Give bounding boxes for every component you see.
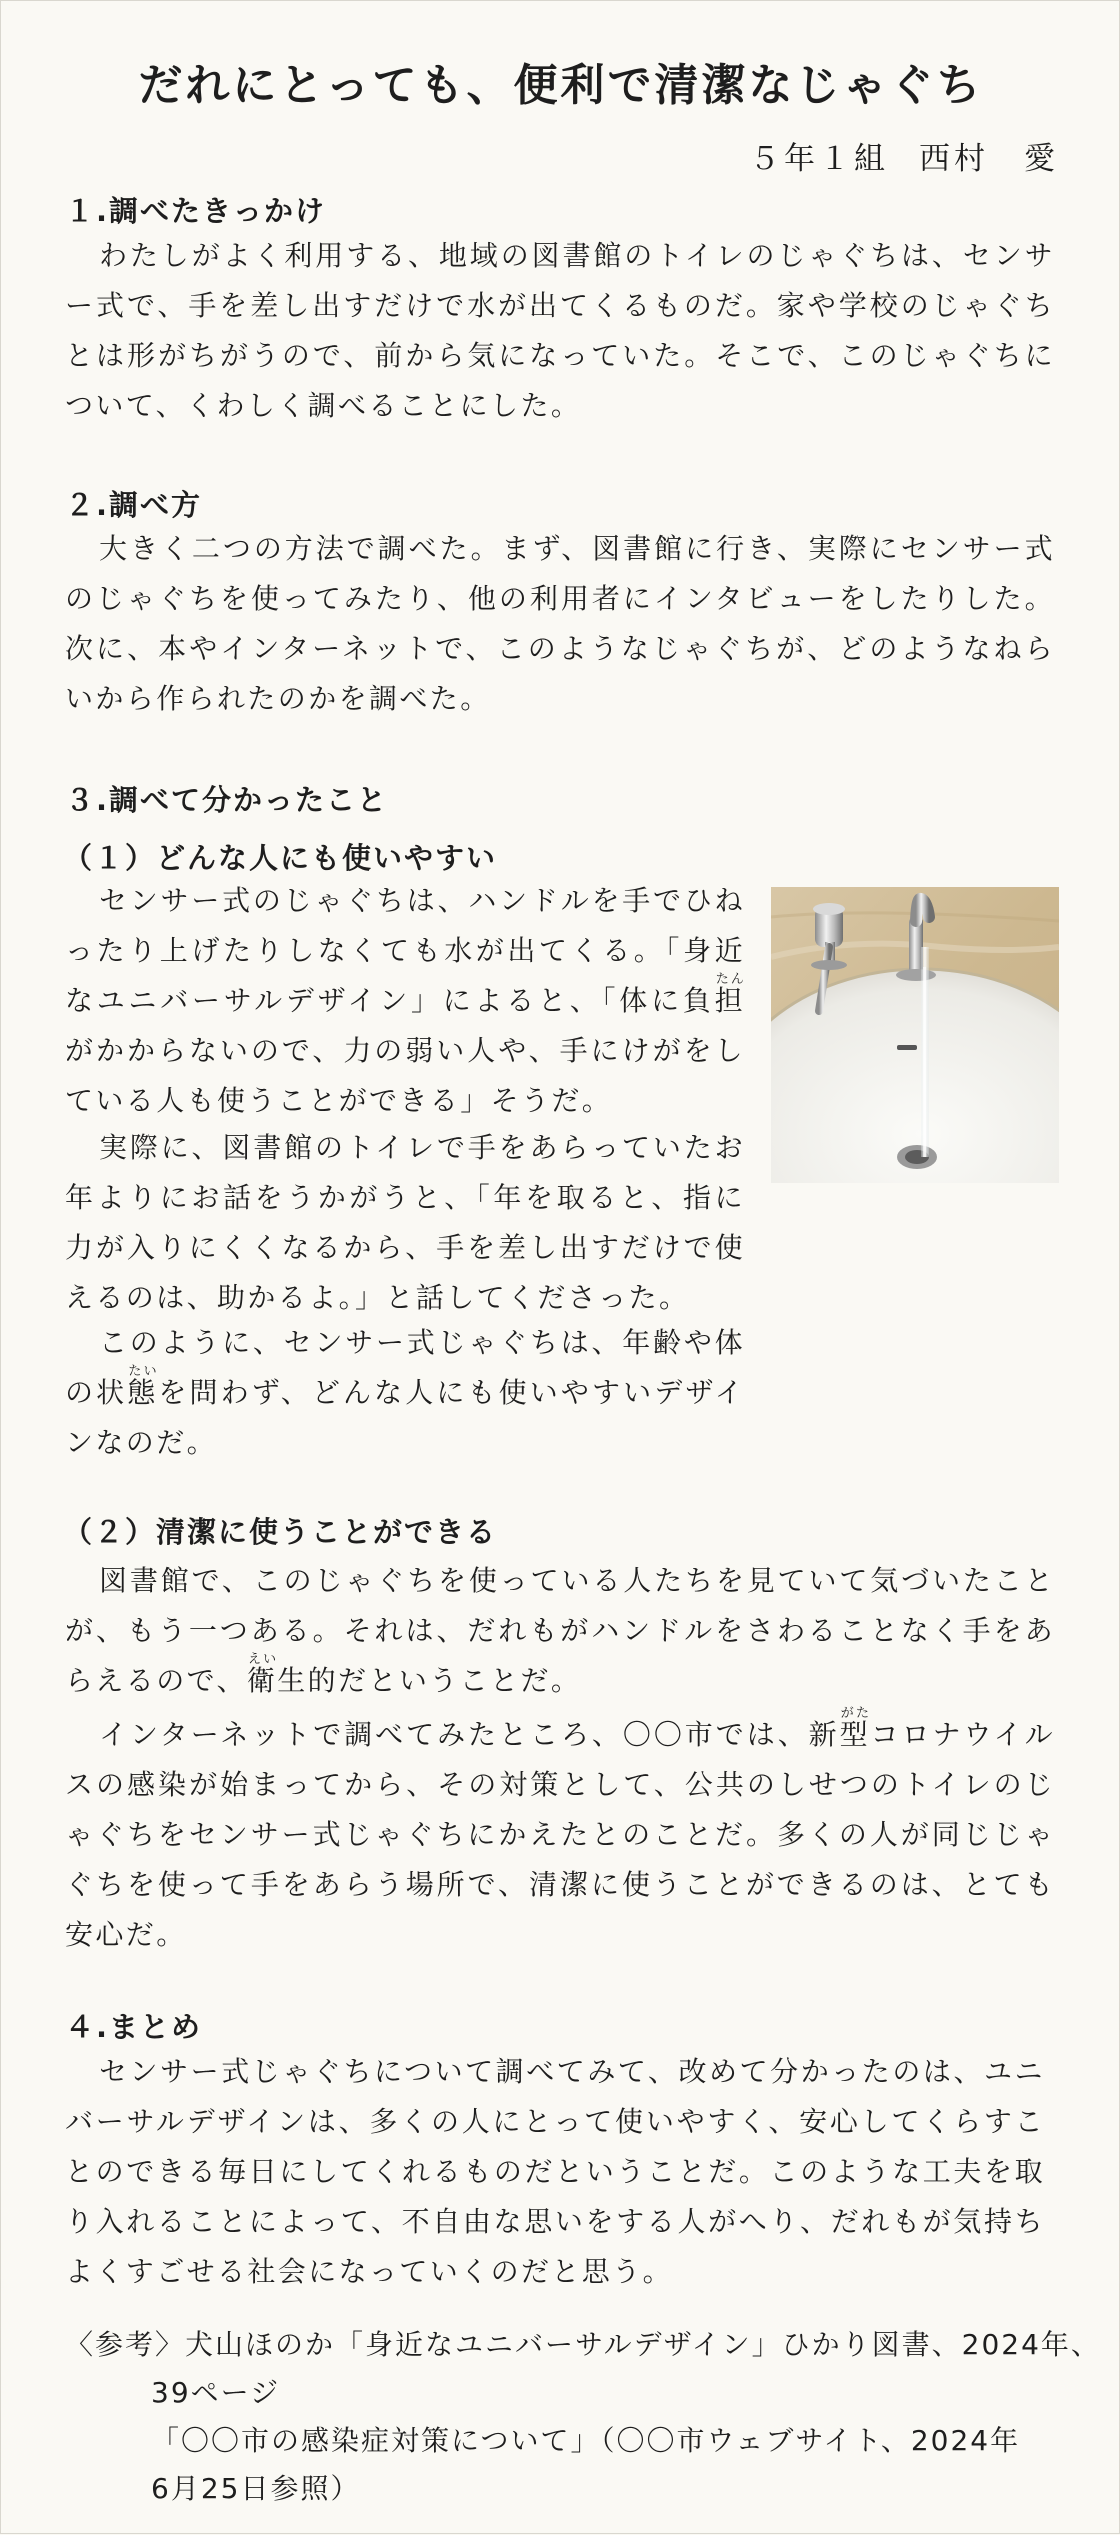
author-class: ５年１組 bbox=[749, 141, 889, 177]
subsection-1-heading: （１）どんな人にも使いやすい bbox=[63, 841, 498, 875]
section-2-text: 大きく二つの方法で調べた。まず、図書館に行き、実際にセンサー式のじゃぐちを使ってみたり、他の利用者にインタビューをしたりした。次に、本やインターネットで、このようなじゃぐちが、どのようなねらいから作られたのかを調べた。 bbox=[65, 532, 1055, 715]
author-line bbox=[749, 133, 1059, 178]
reference-2-line-1: 「〇〇市の感染症対策について」（〇〇市ウェブサイト、2024年 bbox=[151, 2424, 1021, 2457]
section-3-heading: ３.調べて分かったこと bbox=[65, 783, 389, 817]
subsection-2-para-1: 図書館で、このじゃぐちを使っている人たちを見ていて気づいたことが、もう一つある。それは、だれもがハンドルをさわることなく手をあらえるので、衛えい生的だということだ。 bbox=[65, 1564, 1055, 1697]
ruby-ei: 衛えい bbox=[246, 1652, 278, 1697]
subsection-2-para-2: インターネットで調べてみたところ、〇〇市では、新型がたコロナウイルスの感染が始まってから、その対策として、公共のしせつのトイレのじゃぐちをセンサー式じゃぐちにかえたとのことだ。多くの人が同じじゃぐちを使って手をあらう場所で、清潔に使うことができるのは、とても安心だ。 bbox=[65, 1706, 1055, 1951]
subsection-1-para-1: センサー式のじゃぐちは、ハンドルを手でひねったり上げたりしなくても水が出てくる。「身近なユニバーサルデザイン」によると、「体に負担たんがかからないので、力の弱い人や、手にけがをしている人も使うことができる」そうだ。 bbox=[65, 884, 745, 1117]
reference-1-line-2: 39ページ bbox=[151, 2376, 281, 2409]
section-1-text: わたしがよく利用する、地域の図書館のトイレのじゃぐちは、センサー式で、手を差し出すだけで水が出てくるものだ。家や学校のじゃぐちとは形がちがうので、前から気になっていた。そこで、このじゃぐちについて、くわしく調べることにした。 bbox=[65, 239, 1055, 422]
section-4-text: センサー式じゃぐちについて調べてみて、改めて分かったのは、ユニバーサルデザインは、多くの人にとって使いやすく、安心してくらすことのできる毎日にしてくれるものだということだ。このような工夫を取り入れることによって、不自由な思いをする人がへり、だれもが気持ちよくすごせる社会になっていくのだと思う。 bbox=[65, 2055, 1045, 2288]
report-title: だれにとっても、便利で清潔なじゃぐち bbox=[138, 60, 984, 111]
reference-1-line-1: 犬山ほのか「身近なユニバーサルデザイン」ひかり図書、2024年、 bbox=[185, 2328, 1101, 2361]
subsection-2-heading: （２）清潔に使うことができる bbox=[63, 1515, 498, 1549]
reference-2-line-2: 6月25日参照） bbox=[151, 2472, 361, 2505]
ruby-tai: 態たい bbox=[127, 1364, 159, 1409]
section-4-heading: ４.まとめ bbox=[65, 2010, 203, 2044]
ruby-gata: 型がた bbox=[839, 1706, 871, 1751]
subsection-1-para-2: 実際に、図書館のトイレで手をあらっていたお年よりにお話をうかがうと、「年を取ると、指に力が入りにくくなるから、手を差し出すだけで使えるのは、助かるよ。」と話してくださった。 bbox=[65, 1131, 745, 1314]
references-label: 〈参考〉 bbox=[65, 2328, 186, 2361]
ruby-tan: 担たん bbox=[714, 972, 745, 1017]
report-page bbox=[1, 1, 1120, 2535]
author-name: 西村 愛 bbox=[919, 141, 1059, 177]
section-1-heading: １.調べたきっかけ bbox=[65, 194, 327, 228]
sensor-faucet-photo bbox=[771, 887, 1059, 1183]
references bbox=[65, 2321, 1101, 2513]
subsection-1-para-3: このように、センサー式じゃぐちは、年齢や体の状態たいを問わず、どんな人にも使いやすいデザインなのだ。 bbox=[65, 1326, 745, 1459]
section-2-heading: ２.調べ方 bbox=[65, 488, 203, 522]
